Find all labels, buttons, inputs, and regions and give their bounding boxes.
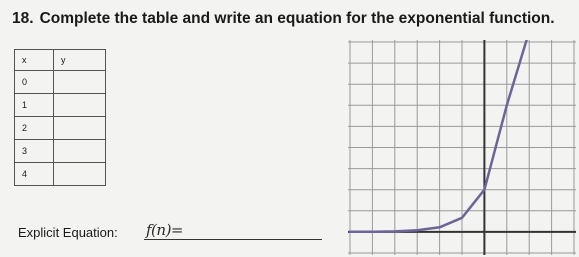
y-cell[interactable]: [54, 117, 106, 140]
y-cell[interactable]: [54, 71, 106, 94]
table-row: [15, 163, 106, 186]
exponential-graph: [348, 40, 576, 255]
table-row: [15, 71, 106, 94]
problem-text: Complete the table and write an equation for the exponential function.: [39, 10, 555, 27]
y-header: y: [54, 50, 106, 71]
x-cell: 4: [15, 163, 54, 186]
x-cell: 3: [15, 140, 54, 163]
exponential-curve: [350, 40, 552, 232]
table-header-row: [15, 50, 106, 71]
y-cell[interactable]: [54, 140, 106, 163]
y-cell[interactable]: [54, 163, 106, 186]
x-cell: 0: [15, 71, 54, 94]
x-cell: 2: [15, 117, 54, 140]
grid-lines: [348, 40, 576, 255]
table-row: [15, 140, 106, 163]
explicit-equation-label: Explicit Equation:: [18, 225, 118, 240]
x-cell: 1: [15, 94, 54, 117]
xy-table: [14, 49, 106, 186]
handwritten-answer: f(n)=: [146, 221, 183, 239]
table-row: [15, 94, 106, 117]
x-header: x: [15, 50, 54, 71]
problem-statement: [12, 10, 555, 28]
answer-line[interactable]: [144, 239, 322, 240]
problem-number: 18.: [12, 10, 34, 27]
table-row: [15, 117, 106, 140]
y-cell[interactable]: [54, 94, 106, 117]
